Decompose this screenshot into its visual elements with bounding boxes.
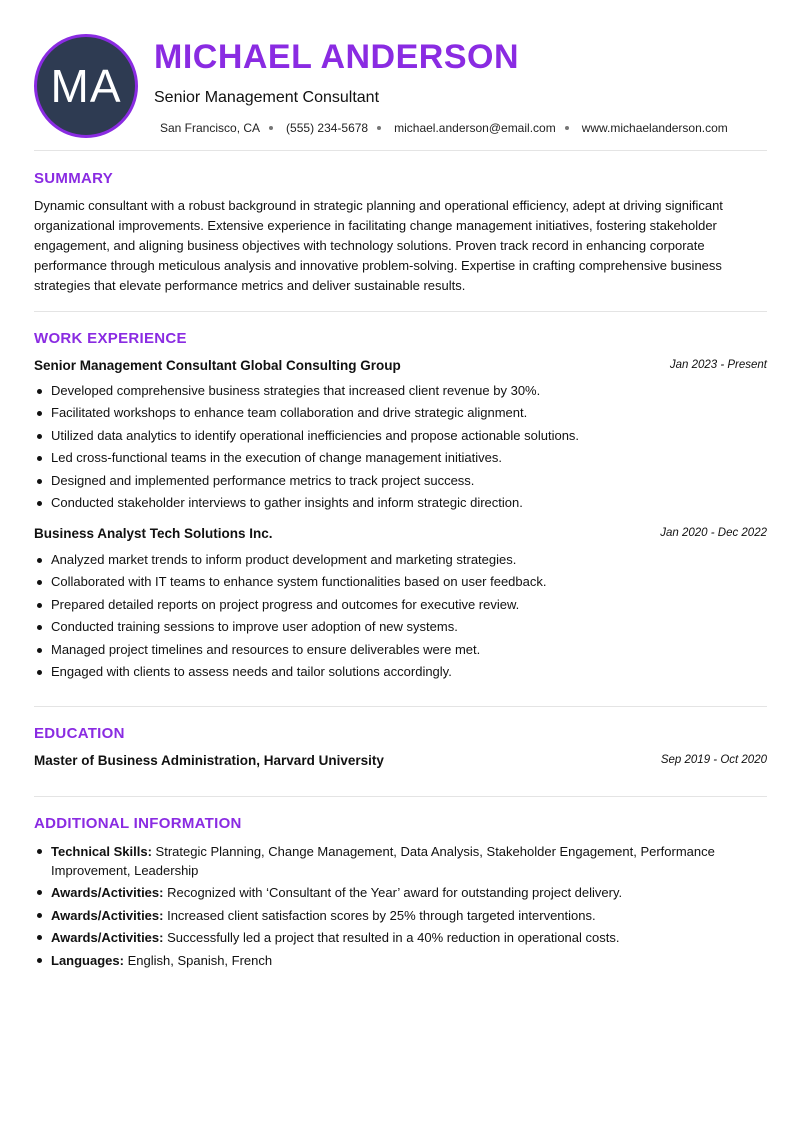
- list-item: Managed project timelines and resources to ensure deliverables were met.: [34, 639, 767, 661]
- dot-separator-icon: [269, 126, 273, 130]
- list-item: Facilitated workshops to enhance team collaboration and drive strategic alignment.: [34, 402, 767, 424]
- summary-heading: SUMMARY: [34, 170, 114, 187]
- job-dates: Jan 2020 - Dec 2022: [660, 527, 767, 539]
- section-divider: [34, 150, 767, 151]
- contact-phone: (555) 234-5678: [286, 121, 369, 135]
- dot-separator-icon: [565, 126, 569, 130]
- job-dates: Jan 2023 - Present: [669, 359, 767, 371]
- info-text: Increased client satisfaction scores by 25% through targeted interventions.: [167, 907, 596, 923]
- avatar-initials: MA: [50, 60, 122, 112]
- info-text: English, Spanish, French: [127, 953, 273, 969]
- job-title: Senior Management Consultant Global Consulting Group: [34, 358, 401, 373]
- job-bullet-list: [34, 549, 767, 683]
- job-header: [34, 526, 767, 544]
- section-divider: [34, 706, 767, 707]
- work-experience-heading: WORK EXPERIENCE: [34, 330, 187, 347]
- list-item: Collaborated with IT teams to enhance system functionalities based on user feedback.: [34, 571, 767, 593]
- list-item: Prepared detailed reports on project progress and outcomes for executive review.: [34, 594, 767, 616]
- list-item: Conducted stakeholder interviews to gather insights and inform strategic direction.: [34, 492, 767, 514]
- contact-website[interactable]: www.michaelanderson.com: [581, 121, 728, 135]
- list-item: Utilized data analytics to identify operational inefficiencies and propose actionable solutions.: [34, 425, 767, 447]
- education-heading: EDUCATION: [34, 725, 125, 742]
- avatar: [34, 34, 138, 138]
- education-entry: [34, 753, 767, 771]
- list-item: Designed and implemented performance metrics to track project success.: [34, 470, 767, 492]
- contact-location: San Francisco, CA: [160, 121, 261, 135]
- list-item: [34, 883, 767, 902]
- dot-separator-icon: [377, 126, 381, 130]
- section-divider: [34, 796, 767, 797]
- contact-email[interactable]: michael.anderson@email.com: [394, 121, 556, 135]
- resume-header: [34, 34, 767, 138]
- section-divider: [34, 311, 767, 312]
- candidate-name: MICHAEL ANDERSON: [154, 38, 520, 76]
- job-header: [34, 358, 767, 376]
- list-item: Conducted training sessions to improve user adoption of new systems.: [34, 616, 767, 638]
- list-item: Analyzed market trends to inform product development and marketing strategies.: [34, 549, 767, 571]
- list-item: [34, 951, 767, 970]
- additional-information-heading: ADDITIONAL INFORMATION: [34, 815, 242, 832]
- info-text: Strategic Planning, Change Management, Data Analysis, Stakeholder Engagement, Performance Improvement, Leadership: [51, 844, 715, 878]
- info-label: Awards/Activities:: [51, 885, 164, 901]
- additional-info-list: [34, 842, 767, 974]
- list-item: [34, 906, 767, 925]
- degree: Master of Business Administration, Harvard University: [34, 753, 384, 768]
- education-dates: Sep 2019 - Oct 2020: [660, 754, 767, 766]
- list-item: [34, 928, 767, 947]
- summary-text: Dynamic consultant with a robust background in strategic planning and operational efficiency, adept at driving significant organizational improvements. Extensive experience in facilitating change management initiatives, fostering stakeholder engagement, and aligning business objectives with technology solutions. Proven track record in enhancing corporate performance through meticulous analysis and innovative problem-solving. Expertise in crafting comprehensive business strategies that elevate performance metrics and deliver sustainable results.: [34, 198, 723, 293]
- info-label: Awards/Activities:: [51, 907, 164, 923]
- info-label: Awards/Activities:: [51, 930, 164, 946]
- list-item: [34, 842, 767, 880]
- job-title: Business Analyst Tech Solutions Inc.: [34, 526, 273, 541]
- candidate-role: Senior Management Consultant: [154, 89, 380, 106]
- info-label: Technical Skills:: [51, 844, 152, 859]
- info-label: Languages:: [51, 953, 124, 969]
- list-item: Led cross-functional teams in the execution of change management initiatives.: [34, 447, 767, 469]
- list-item: Engaged with clients to assess needs and tailor solutions accordingly.: [34, 661, 767, 683]
- info-text: Successfully led a project that resulted in a 40% reduction in operational costs.: [167, 930, 620, 946]
- contact-line: [160, 121, 728, 135]
- list-item: Developed comprehensive business strategies that increased client revenue by 30%.: [34, 380, 767, 402]
- job-bullet-list: [34, 380, 767, 514]
- info-text: Recognized with ‘Consultant of the Year’ award for outstanding project delivery.: [167, 885, 623, 901]
